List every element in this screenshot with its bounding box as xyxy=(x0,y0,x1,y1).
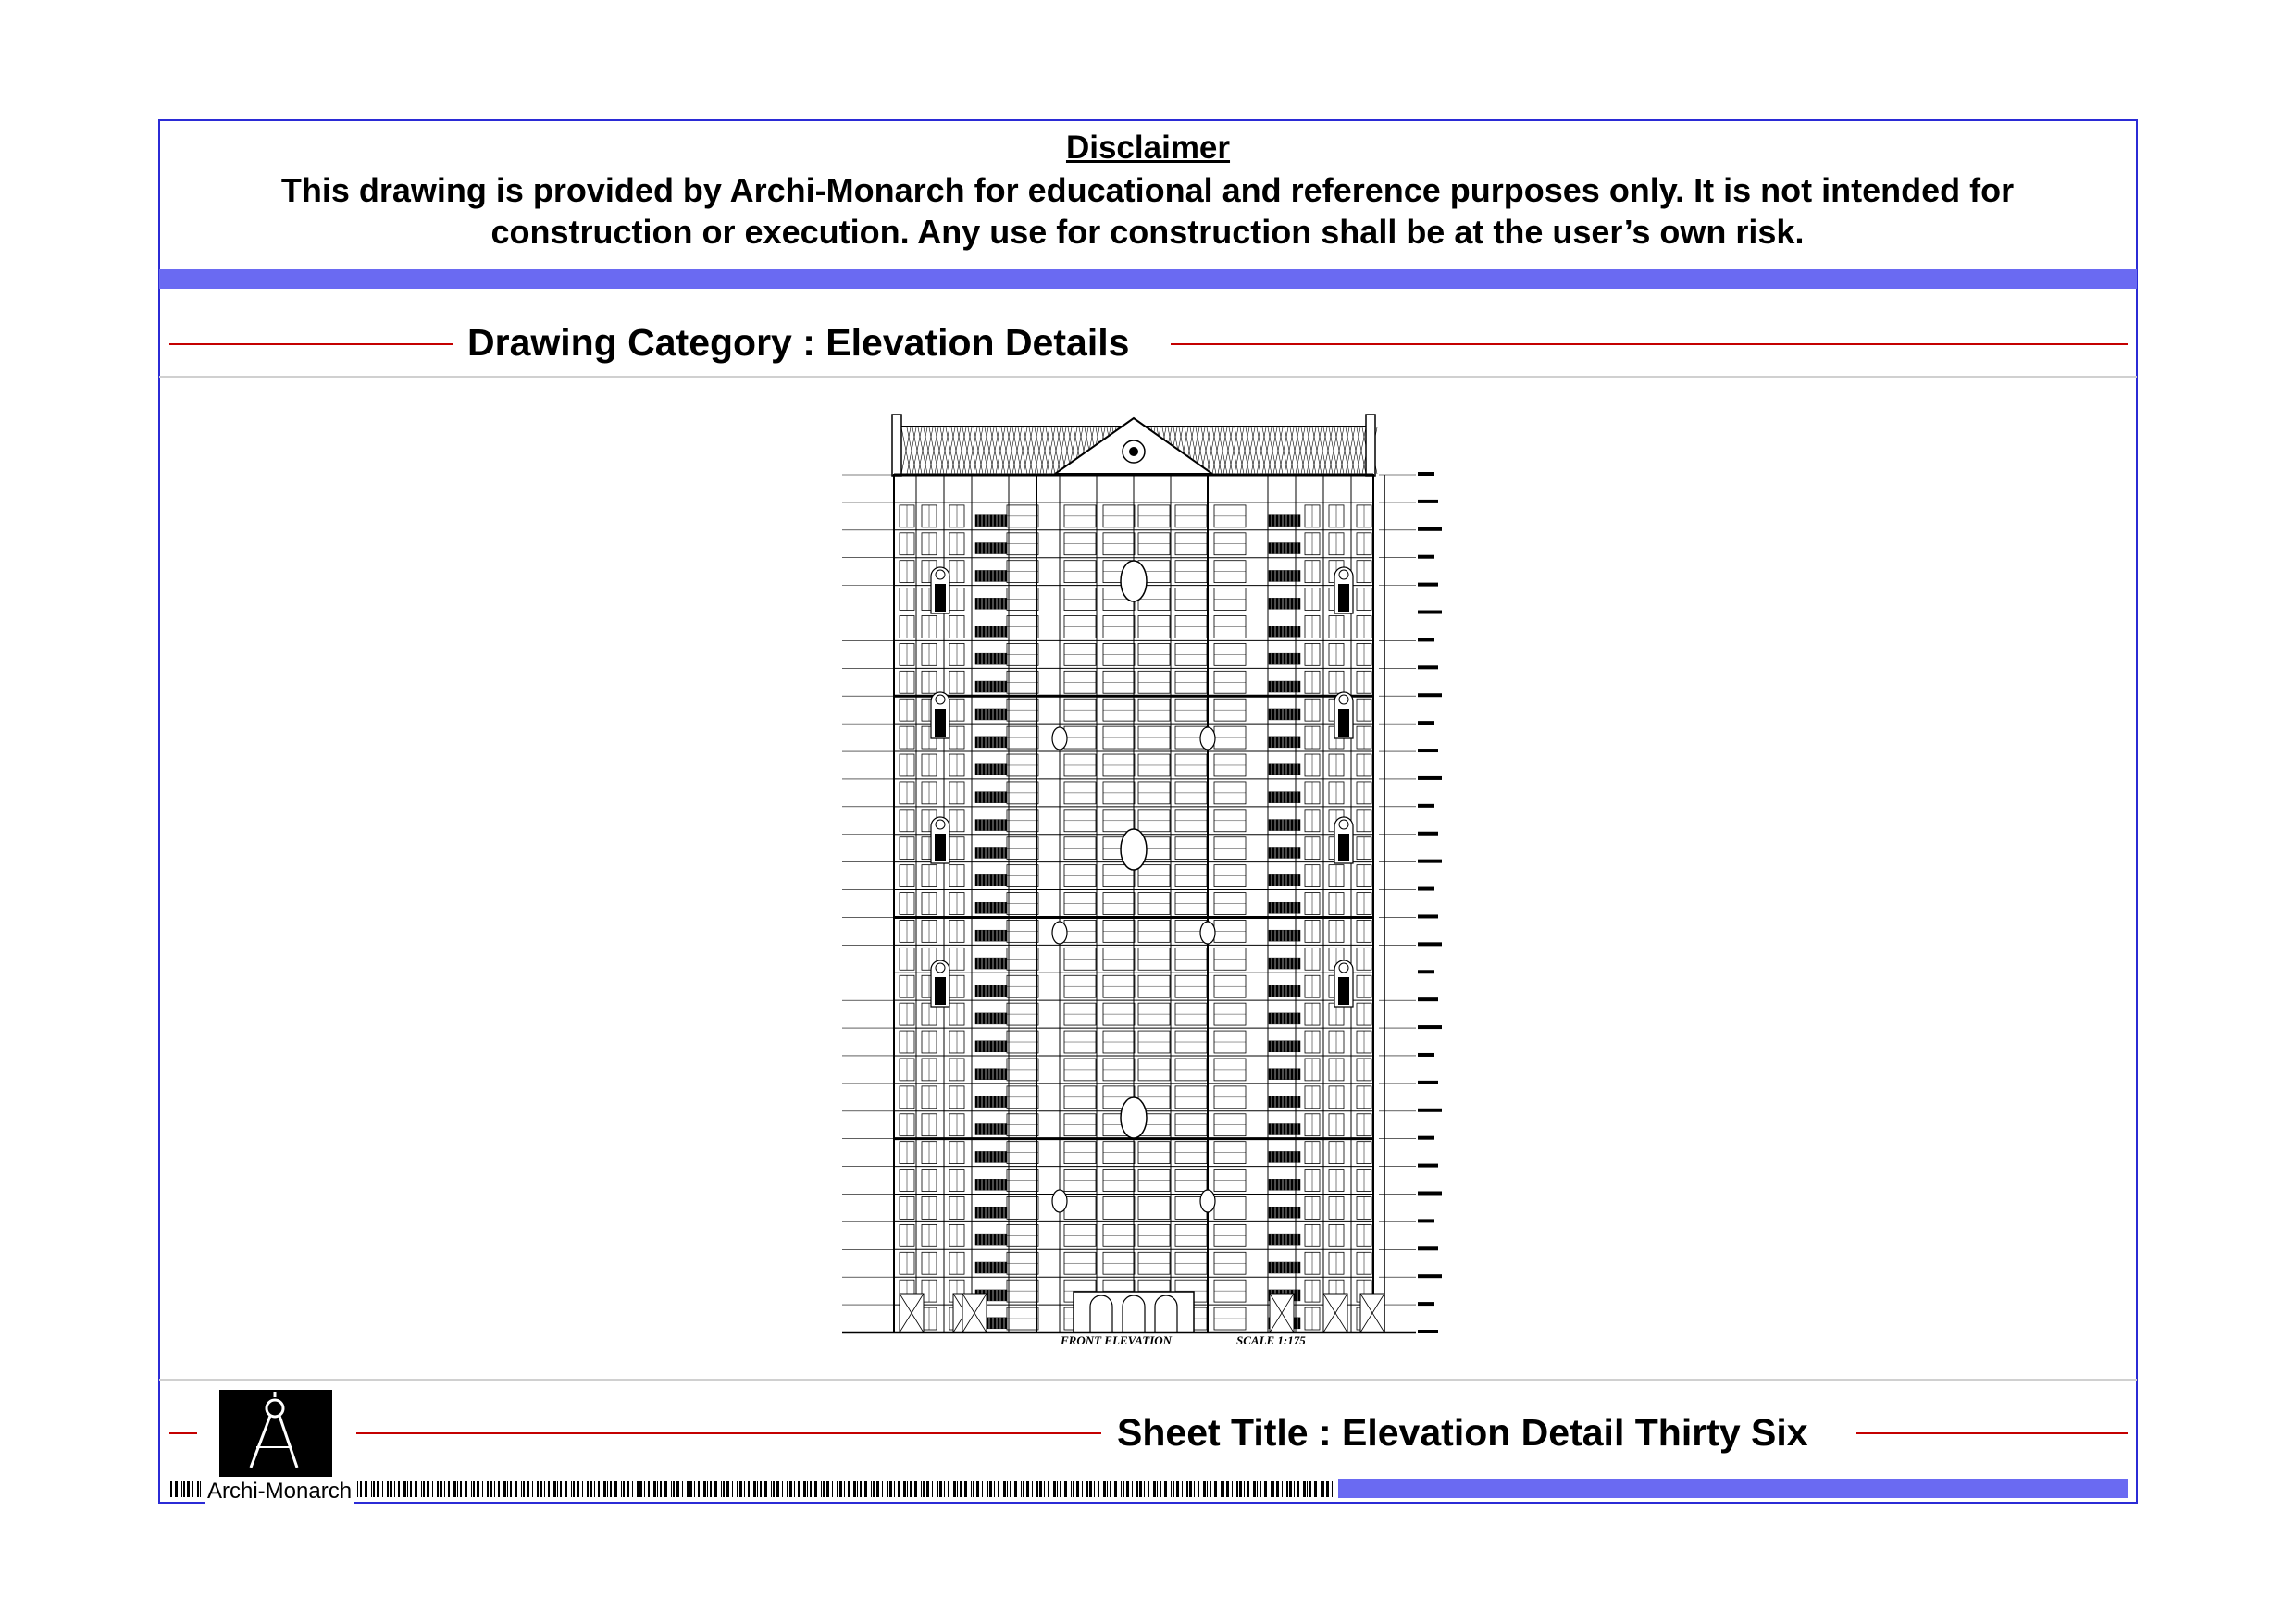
header-band xyxy=(159,269,2137,289)
drawing-category: Drawing Category : Elevation Details xyxy=(467,321,1130,364)
disclaimer-title: Disclaimer xyxy=(1065,130,1231,166)
barcode-left xyxy=(168,1481,201,1497)
disclaimer-line-2: construction or execution. Any use for construction shall be at the user’s own risk. xyxy=(490,213,1805,251)
category-rule-right xyxy=(1171,343,2128,345)
disclaimer-text xyxy=(213,169,2082,253)
scale-label: SCALE 1:175 xyxy=(1236,1333,1306,1347)
barcode-strip xyxy=(357,1481,1333,1497)
brand-name: Archi-Monarch xyxy=(205,1479,354,1505)
sheet-rule-left-short xyxy=(169,1432,197,1434)
sheet-title: Sheet Title : Elevation Detail Thirty Six xyxy=(1117,1411,1808,1454)
compass-icon xyxy=(219,1390,332,1477)
footer-separator xyxy=(159,1379,2137,1381)
sheet-rule-right xyxy=(1856,1432,2128,1434)
front-elevation-drawing xyxy=(842,405,1471,1368)
category-separator xyxy=(159,376,2137,378)
disclaimer-line-1: This drawing is provided by Archi-Monarch for educational and reference purposes only. It is not intended for xyxy=(280,171,2015,209)
category-rule-left xyxy=(169,343,453,345)
footer-band xyxy=(1338,1479,2128,1498)
view-label: FRONT ELEVATION xyxy=(1061,1333,1173,1347)
archi-monarch-logo xyxy=(219,1390,332,1477)
sheet-rule-middle xyxy=(356,1432,1101,1434)
